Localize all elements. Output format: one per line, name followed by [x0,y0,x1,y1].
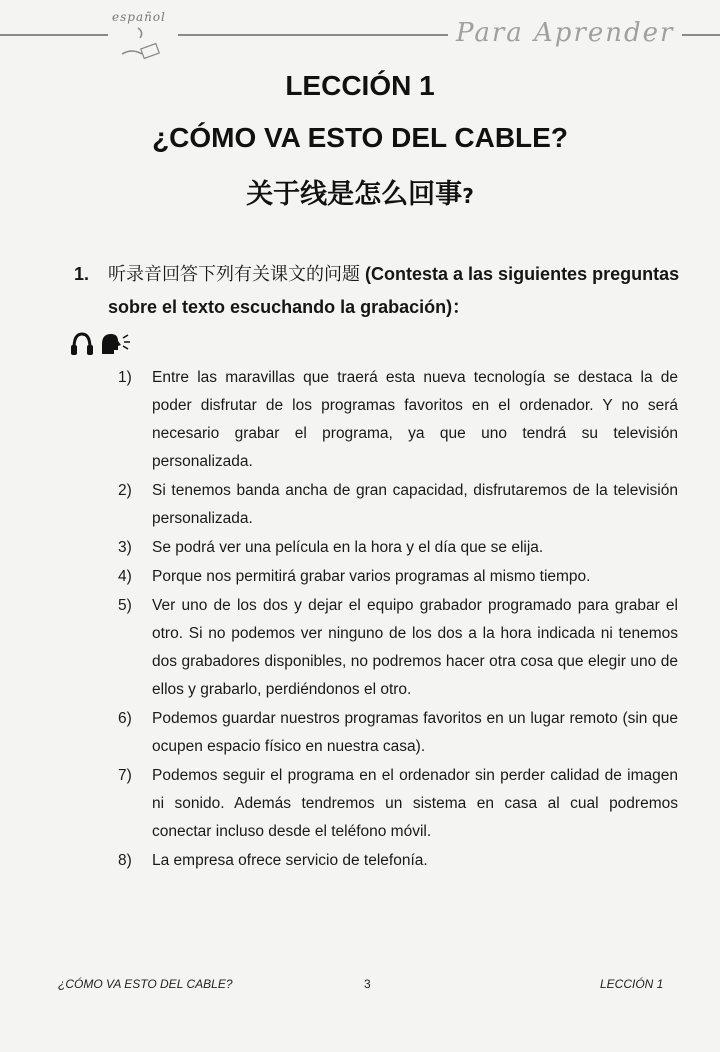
answer-number: 7) [118,767,132,784]
instruction-zh: 听录音回答下列有关课文的问题 [108,264,360,285]
lesson-title-es: ¿CÓMO VA ESTO DEL CABLE? [152,122,568,153]
answer-number: 5) [118,597,132,614]
logo-graphic-icon [108,8,178,64]
answer-text: Podemos seguir el programa en el ordenador sin perder calidad de imagen ni sonido. Además tendremos un sistema en casa al cual podremos conectar incluso desde el teléfono móvil. [152,767,678,840]
exercise-1-instruction [74,258,684,323]
footer-lesson: LECCIÓN 1 [600,977,664,991]
answer-text: Ver uno de los dos y dejar el equipo grabador programado para grabar el otro. Si no podemos ver ninguno de los dos a la hora indicada ni tenemos dos grabadores disponibles, no podremos hacer otra cosa que elegir uno de ellos y grabarlo, perdiéndonos el otro. [152,597,678,698]
answer-number: 4) [118,568,132,585]
logo-text: español [112,10,166,24]
speaking-head-icon [102,334,130,354]
answer-item [118,762,678,846]
answer-item [118,534,678,562]
lesson-title-zh-mark: ? [462,184,474,208]
lesson-title-zh-text: 关于线是怎么回事 [246,179,463,210]
answer-text: Podemos guardar nuestros programas favoritos en un lugar remoto (sin que ocupen espacio físico en nuestra casa). [152,710,678,755]
answer-text: Si tenemos banda ancha de gran capacidad, disfrutaremos de la televisión personalizada. [152,482,678,527]
instruction-end: ： [452,297,471,317]
footer-title: ¿CÓMO VA ESTO DEL CABLE? [58,977,233,991]
exercise-icons [70,330,132,356]
answer-number: 1) [118,369,132,386]
answer-text: Entre las maravillas que traerá esta nueva tecnología se destaca la de poder disfrutar de los programas favoritos en el ordenador. Y no será necesario grabar el programa, ya que uno tendrá su televisión personalizada. [152,369,678,470]
answer-item [118,592,678,704]
answer-item [118,847,678,875]
answer-item [118,477,678,533]
answer-number: 3) [118,539,132,556]
answer-number: 2) [118,482,132,499]
exercise-text [108,258,684,323]
answer-number: 8) [118,852,132,869]
answer-text: Porque nos permitirá grabar varios programas al mismo tiempo. [152,568,591,585]
answer-item [118,364,678,476]
page-number: 3 [364,977,371,991]
header-script-title: Para Aprender [448,18,682,48]
lesson-number: LECCIÓN 1 [285,70,435,101]
answer-list [118,364,678,876]
headphones-icon [71,334,93,355]
answer-number: 6) [118,710,132,727]
lesson-title-zh [0,172,720,211]
espanol-logo [108,8,178,64]
answer-item [118,563,678,591]
exercise-number: 1. [74,264,90,284]
answer-text: La empresa ofrece servicio de telefonía. [152,852,428,869]
answer-item [118,705,678,761]
answer-text: Se podrá ver una película en la hora y el día que se elija. [152,539,544,556]
instruction-es: (Contesta a las siguientes preguntas sobre el texto escuchando la grabación) [108,264,680,317]
